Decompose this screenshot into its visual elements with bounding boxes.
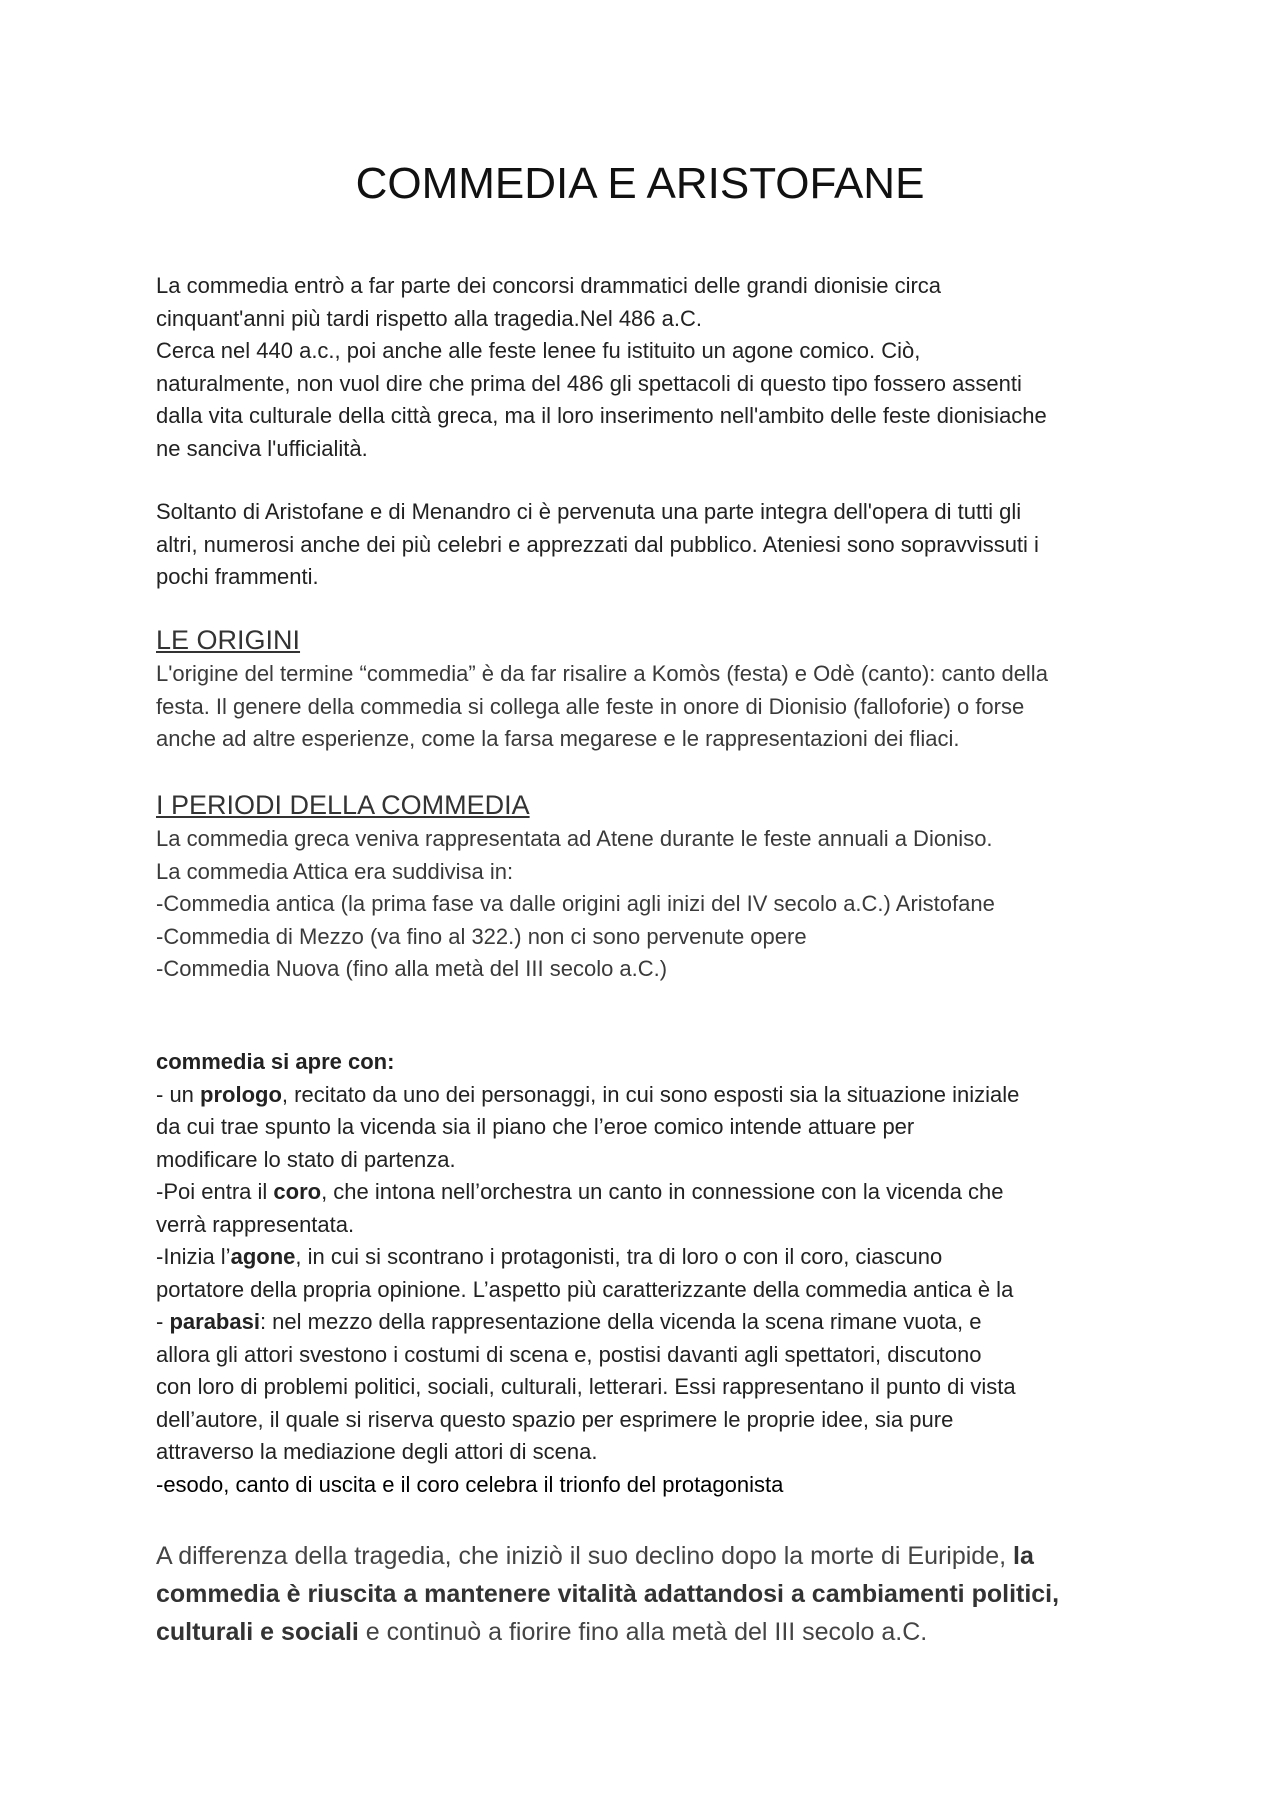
- structure-heading-text: commedia si apre con:: [156, 1049, 395, 1074]
- text-line: [156, 1079, 1136, 1112]
- conclusion-paragraph: [156, 1537, 1136, 1651]
- term-parabasi: parabasi: [169, 1309, 260, 1334]
- survivors-paragraph: [156, 496, 1136, 594]
- text-line: [156, 1176, 1136, 1209]
- text-line: cinquant'anni più tardi rispetto alla tragedia.Nel 486 a.C.: [156, 305, 702, 331]
- text-fragment: - un: [156, 1081, 201, 1107]
- text-fragment: , in cui si scontrano i protagonisti, tra di loro o con il coro, ciascuno: [295, 1244, 943, 1269]
- text-line: anche ad altre esperienze, come la farsa megarese e le rappresentazioni dei fliaci.: [156, 726, 960, 751]
- text-fragment: , che intona nell’orchestra un canto in connessione con la vicenda che: [321, 1179, 1004, 1204]
- text-line: dell’autore, il quale si riserva questo spazio per esprimere le proprie idee, sia pure: [156, 1406, 954, 1432]
- text-line: festa. Il genere della commedia si collega alle feste in onore di Dionisio (falloforie) o forse: [156, 693, 1025, 719]
- text-line: Soltanto di Aristofane e di Menandro ci è pervenuta una parte integra dell'opera di tutti gli: [156, 499, 1022, 524]
- text-fragment: A differenza della tragedia, che iniziò il suo declino dopo la morte di Euripide,: [156, 1542, 1014, 1570]
- term-prologo: prologo: [200, 1081, 282, 1107]
- text-fragment: -Inizia l’: [156, 1244, 231, 1269]
- periods-section: [156, 787, 1136, 986]
- term-agone: agone: [230, 1244, 296, 1269]
- text-line: modificare lo stato di partenza.: [156, 1146, 456, 1172]
- text-line: L'origine del termine “commedia” è da far risalire a Komòs (festa) e Odè (canto): canto della: [156, 661, 1048, 686]
- text-line: La commedia entrò a far parte dei concorsi drammatici delle grandi dionisie circa: [156, 273, 942, 298]
- section-heading: I PERIODI DELLA COMMEDIA: [156, 790, 530, 820]
- text-line: dalla vita culturale della città greca, ma il loro inserimento nell'ambito delle feste dionisiache: [156, 403, 1047, 428]
- structure-section: [156, 1046, 1136, 1501]
- text-line: [156, 1241, 1136, 1274]
- text-fragment: -Poi entra il: [156, 1179, 274, 1204]
- text-fragment: -: [156, 1309, 170, 1334]
- section-heading: LE ORIGINI: [156, 625, 301, 655]
- text-line: ne sanciva l'ufficialità.: [156, 435, 368, 461]
- conclusion-emphasis: la commedia è riuscita a mantenere vitalità adattandosi a cambiamenti politici, culturali e sociali: [156, 1542, 1060, 1646]
- conclusion-text: [156, 1537, 1136, 1651]
- origins-section: [156, 622, 1136, 756]
- term-coro: coro: [273, 1179, 322, 1204]
- text-fragment: : nel mezzo della rappresentazione della vicenda la scena rimane vuota, e: [259, 1309, 982, 1334]
- text-line: da cui trae spunto la vicenda sia il piano che l’eroe comico intende attuare per: [156, 1114, 915, 1139]
- text-line: -esodo, canto di uscita e il coro celebra il trionfo del protagonista: [156, 1471, 784, 1497]
- text-line: verrà rappresentata.: [156, 1211, 355, 1237]
- structure-heading: [156, 1046, 1136, 1079]
- text-fragment: , recitato da uno dei personaggi, in cui sono esposti sia la situazione iniziale: [281, 1081, 1020, 1107]
- text-line: naturalmente, non vuol dire che prima del 486 gli spettacoli di questo tipo fossero assenti: [156, 370, 1022, 396]
- text-line: portatore della propria opinione. L’aspetto più caratterizzante della commedia antica è la: [156, 1276, 1014, 1302]
- text-line: -Commedia antica (la prima fase va dalle origini agli inizi del IV secolo a.C.) Aristofane: [156, 891, 995, 916]
- text-line: pochi frammenti.: [156, 564, 319, 589]
- page-title: COMMEDIA E ARISTOFANE: [355, 159, 925, 208]
- text-line: -Commedia di Mezzo (va fino al 322.) non ci sono pervenute opere: [156, 923, 807, 949]
- text-line: attraverso la mediazione degli attori di scena.: [156, 1439, 598, 1464]
- text-line: altri, numerosi anche dei più celebri e apprezzati dal pubblico. Ateniesi sono sopravvissuti i: [156, 531, 1039, 557]
- text-line: La commedia greca veniva rappresentata ad Atene durante le feste annuali a Dioniso.: [156, 826, 993, 851]
- text-fragment: e continuò a fiorire fino alla metà del III secolo a.C.: [358, 1618, 928, 1646]
- text-line: -Commedia Nuova (fino alla metà del III secolo a.C.): [156, 956, 668, 981]
- intro-paragraph: [156, 270, 1136, 465]
- text-line: [156, 1306, 1136, 1339]
- text-line: La commedia Attica era suddivisa in:: [156, 858, 514, 884]
- text-line: Cerca nel 440 a.c., poi anche alle feste lenee fu istituito un agone comico. Ciò,: [156, 338, 921, 363]
- text-line: con loro di problemi politici, sociali, culturali, letterari. Essi rappresentano il punto di vista: [156, 1374, 1016, 1399]
- text-line: allora gli attori svestono i costumi di scena e, postisi davanti agli spettatori, discutono: [156, 1341, 982, 1367]
